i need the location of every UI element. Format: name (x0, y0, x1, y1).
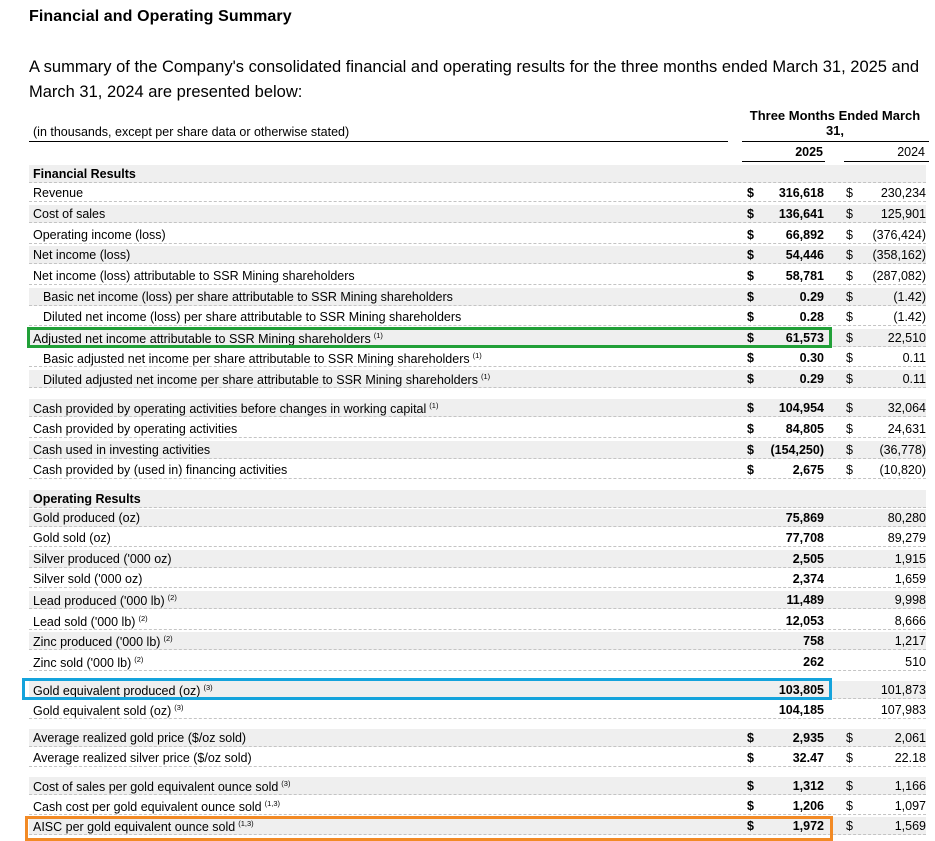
row-separator (29, 305, 926, 306)
value-2024: 0.11 (902, 351, 926, 365)
currency-2024: $ (846, 331, 853, 345)
table-row (29, 288, 926, 306)
currency-2024: $ (846, 228, 853, 242)
table-row (29, 205, 926, 223)
row-separator (29, 478, 926, 479)
row-separator (29, 437, 926, 438)
row-label-text: Cost of sales (33, 207, 106, 221)
value-2024: 107,983 (880, 703, 926, 717)
section-header-row (29, 165, 926, 183)
row-label-text: Diluted net income (loss) per share attributable to SSR Mining shareholders (43, 310, 462, 324)
currency-2025: $ (747, 186, 754, 200)
row-label-text: Average realized silver price ($/oz sold) (33, 751, 252, 765)
value-2025: 1,206 (792, 799, 824, 813)
row-separator (29, 814, 926, 815)
value-2025: 66,892 (785, 228, 824, 242)
row-label (33, 552, 172, 566)
value-2024: 1,659 (894, 572, 926, 586)
currency-2025: $ (747, 731, 754, 745)
row-label-text: Gold equivalent sold (oz) (33, 704, 172, 718)
currency-2025: $ (747, 422, 754, 436)
row-separator (29, 526, 926, 527)
value-2024: 101,873 (880, 683, 926, 697)
currency-2025: $ (747, 799, 754, 813)
table-row (29, 461, 926, 479)
section-title (33, 492, 141, 506)
table-row (29, 632, 926, 650)
row-separator (29, 649, 926, 650)
row-label-text: Basic adjusted net income per share attributable to SSR Mining shareholders (43, 352, 470, 366)
value-2025: 136,641 (778, 207, 824, 221)
currency-2024: $ (846, 372, 853, 386)
value-2024: 22.18 (894, 751, 926, 765)
currency-2024: $ (846, 819, 853, 833)
row-label (33, 401, 438, 416)
row-label-text: Adjusted net income attributable to SSR Mining shareholders (33, 332, 371, 346)
row-label (33, 593, 177, 608)
year-2024-header: 2024 (897, 145, 925, 159)
row-label (43, 290, 453, 304)
currency-2024: $ (846, 351, 853, 365)
currency-2024: $ (846, 751, 853, 765)
currency-2025: $ (747, 269, 754, 283)
value-2024: (1.42) (893, 310, 926, 324)
row-separator (29, 746, 926, 747)
row-separator (29, 766, 926, 767)
value-2024: 1,166 (894, 779, 926, 793)
value-2024: 1,097 (894, 799, 926, 813)
value-2025: 262 (803, 655, 824, 669)
table-row (29, 529, 926, 547)
value-2025: 84,805 (785, 422, 824, 436)
currency-2025: $ (747, 751, 754, 765)
row-label (43, 372, 490, 387)
row-label (33, 731, 246, 745)
value-2024: 0.11 (902, 372, 926, 386)
row-label (33, 572, 142, 586)
table-row (29, 226, 926, 244)
row-label-text: Net income (loss) attributable to SSR Mining shareholders (33, 269, 355, 283)
row-label-text: Cash used in investing activities (33, 443, 211, 457)
currency-2025: $ (747, 779, 754, 793)
row-separator (29, 366, 926, 367)
row-label (33, 248, 130, 262)
row-label (33, 799, 280, 814)
row-label-text: Zinc produced ('000 lb) (33, 635, 161, 649)
value-2024: 510 (905, 655, 926, 669)
currency-2024: $ (846, 731, 853, 745)
row-separator (29, 387, 926, 388)
currency-2024: $ (846, 422, 853, 436)
footnote-ref: (2) (134, 655, 144, 664)
row-separator (29, 567, 926, 568)
highlight-box-gold-equivalent-produced (22, 678, 832, 700)
currency-2024: $ (846, 248, 853, 262)
header-rule (742, 141, 929, 142)
row-label-text: Gold equivalent produced (oz) (33, 684, 201, 698)
footnote-ref: (3) (174, 703, 184, 712)
footnote-ref: (1,3) (238, 819, 254, 828)
row-label (33, 186, 83, 200)
table-row (29, 441, 926, 459)
currency-2025: $ (747, 248, 754, 262)
year-2025-header: 2025 (795, 145, 823, 159)
value-2025: 0.30 (799, 351, 824, 365)
row-label-text: Operating Results (33, 492, 141, 506)
value-2025: 2,935 (792, 731, 824, 745)
value-2025: 2,675 (792, 463, 824, 477)
currency-2024: $ (846, 269, 853, 283)
header-rule (29, 141, 728, 142)
intro-paragraph: A summary of the Company's consolidated financial and operating results for the three months ended March 31, 2025 and March 31, 2024 are presented below: (29, 58, 920, 101)
table-row (29, 591, 926, 609)
row-separator (29, 608, 926, 609)
currency-2024: $ (846, 401, 853, 415)
row-label (33, 443, 210, 457)
row-separator (29, 546, 926, 547)
row-label (33, 228, 166, 242)
value-2024: 89,279 (887, 531, 926, 545)
table-row (29, 420, 926, 438)
row-separator (29, 507, 926, 508)
row-label-text: Revenue (33, 186, 84, 200)
row-label (43, 310, 461, 324)
row-separator (29, 201, 926, 202)
value-2025: 12,053 (785, 614, 824, 628)
value-2025: 104,185 (778, 703, 824, 717)
row-label-text: Lead sold ('000 lb) (33, 615, 136, 629)
table-row (29, 246, 926, 264)
value-2025: 0.29 (799, 372, 824, 386)
row-separator (29, 629, 926, 630)
footnote-ref: (1) (472, 351, 482, 360)
value-2024: 22,510 (887, 331, 926, 345)
row-label-text: Basic net income (loss) per share attributable to SSR Mining shareholders (43, 290, 453, 304)
value-2024: (10,820) (879, 463, 926, 477)
row-label-text: AISC per gold equivalent ounce sold (33, 820, 236, 834)
table-row (29, 308, 926, 326)
currency-2025: $ (747, 463, 754, 477)
currency-2024: $ (846, 207, 853, 221)
currency-2024: $ (846, 290, 853, 304)
row-label (33, 751, 252, 765)
currency-2025: $ (747, 290, 754, 304)
value-2024: 8,666 (894, 614, 926, 628)
value-2024: (376,424) (872, 228, 926, 242)
value-2025: 11,489 (786, 593, 824, 607)
table-row (29, 349, 926, 367)
value-2024: (287,082) (872, 269, 926, 283)
currency-2025: $ (747, 443, 754, 457)
table-row (29, 399, 926, 417)
row-separator (29, 587, 926, 588)
currency-2025: $ (747, 228, 754, 242)
value-2025: 75,869 (785, 511, 824, 525)
row-separator (29, 222, 926, 223)
row-separator (29, 458, 926, 459)
value-2024: 1,915 (894, 552, 926, 566)
currency-2025: $ (747, 372, 754, 386)
value-2024: 9,998 (894, 593, 926, 607)
header-rule (844, 161, 929, 162)
section-header-row (29, 490, 926, 508)
row-label-text: Cash provided by (used in) financing activities (33, 463, 288, 477)
value-2025: 61,573 (785, 331, 824, 345)
value-2025: 77,708 (785, 531, 824, 545)
table-row (29, 729, 926, 747)
row-separator (29, 718, 926, 719)
currency-2024: $ (846, 443, 853, 457)
currency-2025: $ (747, 310, 754, 324)
row-label (33, 269, 355, 283)
value-2025: 316,618 (778, 186, 824, 200)
value-2025: 0.28 (799, 310, 824, 324)
table-row (29, 184, 926, 202)
footnote-ref: (3) (203, 683, 213, 692)
row-label (33, 614, 148, 629)
footnote-ref: (2) (167, 593, 177, 602)
currency-2025: $ (747, 331, 754, 345)
value-2024: 1,569 (894, 819, 926, 833)
currency-2024: $ (846, 779, 853, 793)
row-label-text: Cash provided by operating activities before changes in working capital (33, 402, 427, 416)
table-row (29, 701, 926, 719)
value-2024: 230,234 (880, 186, 926, 200)
value-2025: 1,312 (792, 779, 824, 793)
row-separator (29, 284, 926, 285)
row-separator (29, 794, 926, 795)
row-label (33, 531, 111, 545)
table-row (29, 267, 926, 285)
row-label (33, 703, 183, 718)
row-label (43, 351, 482, 366)
row-label-text: Cash provided by operating activities (33, 422, 238, 436)
row-separator (29, 416, 926, 417)
row-label-text: Cash cost per gold equivalent ounce sold (33, 800, 262, 814)
table-row (29, 749, 926, 767)
value-2025: 758 (803, 634, 824, 648)
header-rule (742, 161, 825, 162)
currency-2024: $ (846, 799, 853, 813)
row-label-text: Zinc sold ('000 lb) (33, 656, 132, 670)
row-label (33, 655, 143, 670)
row-separator (29, 182, 926, 183)
row-label-text: Silver sold ('000 oz) (33, 572, 143, 586)
row-label (33, 422, 237, 436)
row-label (33, 511, 140, 525)
currency-2024: $ (846, 186, 853, 200)
highlight-box-aisc (25, 816, 833, 841)
value-2024: (1.42) (893, 290, 926, 304)
value-2024: 125,901 (880, 207, 926, 221)
value-2025: 103,805 (778, 683, 824, 697)
row-separator (29, 243, 926, 244)
row-label (33, 634, 173, 649)
row-separator (29, 325, 926, 326)
currency-2025: $ (747, 819, 754, 833)
currency-2025: $ (747, 207, 754, 221)
row-label-text: Average realized gold price ($/oz sold) (33, 731, 247, 745)
row-label (33, 779, 290, 794)
footnote-ref: (1) (373, 331, 383, 340)
value-2025: 2,505 (792, 552, 824, 566)
table-row (29, 570, 926, 588)
row-label-text: Financial Results (33, 167, 136, 181)
value-2025: 0.29 (799, 290, 824, 304)
table-row (29, 370, 926, 388)
footnote-ref: (1) (429, 401, 439, 410)
value-2025: 58,781 (785, 269, 824, 283)
summary-heading: Financial and Operating Summary (29, 8, 292, 25)
table-row (29, 550, 926, 568)
footnote-ref: (2) (163, 634, 173, 643)
footnote-ref: (3) (281, 779, 291, 788)
section-title (33, 167, 136, 181)
row-separator (29, 263, 926, 264)
value-2024: 80,280 (887, 511, 926, 525)
footnote-ref: (1) (480, 372, 491, 381)
value-2024: 32,064 (887, 401, 926, 415)
value-2024: (36,778) (879, 443, 926, 457)
row-label-text: Diluted adjusted net income per share attributable to SSR Mining shareholders (43, 373, 478, 387)
value-2025: 1,972 (792, 819, 824, 833)
row-label-text: Gold produced (oz) (33, 511, 141, 525)
row-label-text: Lead produced ('000 lb) (33, 594, 165, 608)
table-row (29, 612, 926, 630)
row-label-text: Gold sold (oz) (33, 531, 111, 545)
currency-2024: $ (846, 310, 853, 324)
value-2024: 1,217 (894, 634, 926, 648)
currency-2025: $ (747, 401, 754, 415)
row-label (33, 463, 287, 477)
table-row (29, 777, 926, 795)
unit-note: (in thousands, except per share data or otherwise stated) (33, 125, 350, 139)
row-label-text: Silver produced ('000 oz) (33, 552, 172, 566)
footnote-ref: (1,3) (264, 799, 281, 808)
highlight-box-adjusted-net-income (27, 327, 832, 348)
value-2024: 24,631 (887, 422, 926, 436)
period-header: Three Months Ended March 31, (749, 108, 921, 138)
footnote-ref: (2) (138, 614, 148, 623)
row-label-text: Operating income (loss) (33, 228, 166, 242)
value-2025: (154,250) (770, 443, 824, 457)
table-row (29, 509, 926, 527)
value-2025: 104,954 (778, 401, 824, 415)
row-label-text: Cost of sales per gold equivalent ounce sold (33, 780, 279, 794)
value-2024: 2,061 (894, 731, 926, 745)
row-label-text: Net income (loss) (33, 248, 131, 262)
table-row (29, 797, 926, 815)
currency-2025: $ (747, 351, 754, 365)
value-2024: (358,162) (872, 248, 926, 262)
value-2025: 54,446 (785, 248, 824, 262)
row-separator (29, 670, 926, 671)
value-2025: 32.47 (792, 751, 824, 765)
value-2025: 2,374 (792, 572, 824, 586)
table-row (29, 653, 926, 671)
currency-2024: $ (846, 463, 853, 477)
row-label (33, 207, 105, 221)
